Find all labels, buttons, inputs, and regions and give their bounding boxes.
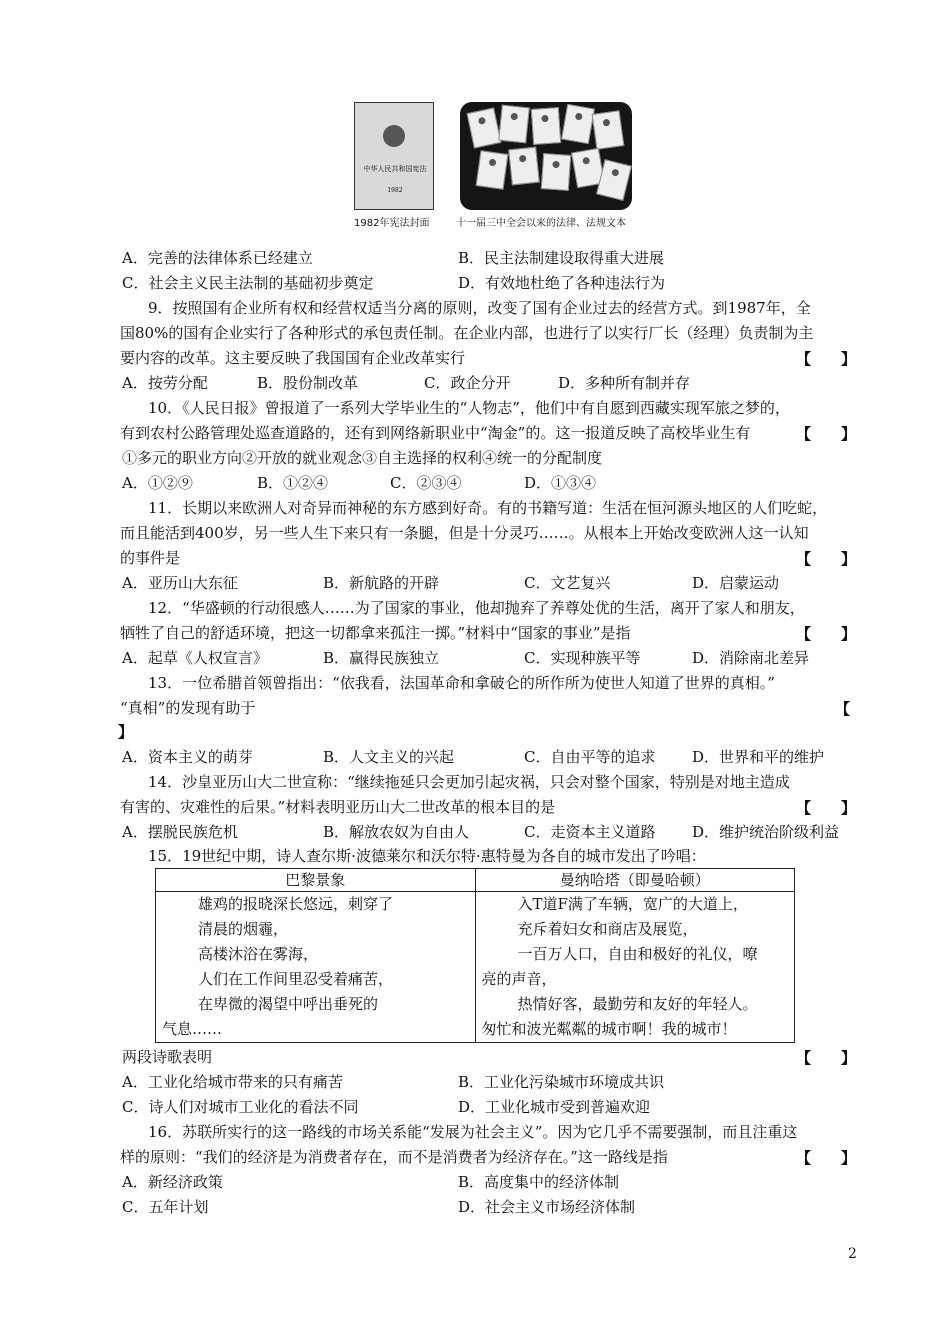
q12-line2: 牺牲了自己的舒适环境，把这一切都拿来孤注一掷。”材料中“国家的事业”是指: [120, 624, 631, 642]
q13-option-a: A．资本主义的萌芽: [122, 748, 253, 766]
q16-line2: 样的原则：“我们的经济是为消费者存在，而不是消费者为经济存在。”这一路线是指: [120, 1148, 668, 1166]
caption-left: 1982年宪法封面: [354, 218, 430, 229]
q11-line2: 而且能活到400岁，另一些人生下来只有一条腿，但是十分灵巧……。从根本上开始改变欧洲人这一认知: [120, 524, 809, 542]
q13-option-d: D．世界和平的维护: [692, 748, 825, 766]
q10-option-c: C．②③④: [390, 474, 462, 492]
constitution-book-image: [354, 102, 434, 210]
q14-option-b: B．解放农奴为自由人: [323, 823, 470, 841]
document-icon: [476, 150, 509, 190]
q12-option-c: C．实现种族平等: [524, 649, 641, 667]
poem-right-header: 曼纳哈塔（即曼哈顿）: [475, 869, 795, 892]
q9-option-a: A．按劳分配: [122, 374, 208, 392]
q11-answer-bracket: 【 】: [795, 550, 856, 568]
q12-option-a: A．起草《人权宣言》: [122, 649, 268, 667]
q16-option-d: D．社会主义市场经济体制: [458, 1198, 636, 1216]
poem-right-line: 入T道F满了车辆，宽广的大道上，: [517, 895, 748, 913]
poem-right-body: [475, 892, 795, 1043]
document-icon: [561, 104, 595, 144]
q9-option-d: D．多种所有制并存: [558, 374, 691, 392]
q15-option-c: C．诗人们对城市工业化的看法不同: [122, 1098, 359, 1116]
poem-left-header: 巴黎景象: [156, 869, 476, 892]
q9-option-b: B．股份制改革: [257, 374, 359, 392]
q10-option-a: A．①②⑨: [122, 474, 193, 492]
q9-option-c: C．政企分开: [424, 374, 511, 392]
q14-option-c: C．走资本主义道路: [524, 823, 656, 841]
document-icon: [592, 110, 625, 150]
poem-right-line: 一百万人口，自由和极好的礼仪，嘹: [517, 945, 758, 963]
q13-line2: “真相”的发现有助于: [120, 699, 256, 717]
q12-line1: 12．“华盛顿的行动很感人……为了国家的事业，他却抛弃了养尊处优的生活，离开了家人和朋友，: [148, 599, 805, 617]
q11-option-d: D．启蒙运动: [692, 574, 780, 592]
book-year: 1982: [387, 187, 403, 194]
q15-option-d: D．工业化城市受到普遍欢迎: [458, 1098, 651, 1116]
book-title: 中华人民共和国宪法: [363, 165, 427, 173]
poem-left-line: 人们在工作间里忍受着痛苦，: [198, 970, 394, 988]
law-documents-image: [460, 102, 632, 210]
document-icon: [508, 147, 540, 186]
q15-option-a: A．工业化给城市带来的只有痛苦: [122, 1073, 343, 1091]
q14-line1: 14．沙皇亚历山大二世宣称：“继续拖延只会更加引起灾祸，只会对整个国家，特别是对地主造成: [148, 773, 790, 791]
q13-option-b: B．人文主义的兴起: [323, 748, 455, 766]
document-icon: [531, 107, 561, 145]
q16-option-b: B．高度集中的经济体制: [458, 1173, 620, 1191]
poem-left-body: [156, 892, 476, 1043]
q10-option-d: D．①③④: [524, 474, 597, 492]
poem-left-line: 雄鸡的报晓深长悠远，刺穿了: [198, 895, 394, 913]
document-icon: [541, 153, 571, 191]
q14-answer-bracket: 【 】: [795, 799, 856, 817]
q12-option-b: B．赢得民族独立: [323, 649, 440, 667]
q11-option-b: B．新航路的开辟: [323, 574, 440, 592]
q15-stem: 两段诗歌表明: [122, 1048, 213, 1066]
q13-bracket-close: 】: [118, 723, 134, 741]
q11-option-c: C．文艺复兴: [524, 574, 611, 592]
page-number: 2: [848, 1246, 857, 1262]
poem-left-line: 气息……: [162, 1020, 223, 1038]
q9-line2: 国80%的国有企业实行了各种形式的承包责任制。在企业内部，也进行了以实行厂长（经理）负责制为主: [120, 324, 814, 342]
q8-option-c: C．社会主义民主法制的基础初步奠定: [122, 274, 374, 292]
q13-bracket-open: 【: [834, 700, 850, 718]
q14-option-d: D．维护统治阶级利益: [692, 823, 840, 841]
q10-answer-bracket: 【 】: [795, 425, 856, 443]
q16-option-a: A．新经济政策: [122, 1173, 223, 1191]
q12-answer-bracket: 【 】: [795, 625, 856, 643]
poem-right-line: 匆忙和波光粼粼的城市啊！我的城市！: [481, 1020, 737, 1038]
poem-left-line: 高楼沐浴在雾海，: [198, 945, 319, 963]
q16-line1: 16．苏联所实行的这一路线的市场关系能“发展为社会主义”。因为它几乎不需要强制，而且注重这: [148, 1123, 798, 1141]
q9-answer-bracket: 【 】: [795, 350, 856, 368]
q15-option-b: B．工业化污染城市环境成共识: [458, 1073, 665, 1091]
caption-right: 十一届三中全会以来的法律、法规文本: [456, 218, 626, 229]
q9-line1: 9．按照国有企业所有权和经营权适当分离的原则，改变了国有企业过去的经营方式。到1987年，全: [148, 299, 811, 317]
q10-line2: 有到农村公路管理处巡查道路的，还有到网络新职业中“淘金”的。这一报道反映了高校毕业生有: [120, 424, 751, 442]
poem-right-line: 热情好客，最勤劳和友好的年轻人。: [517, 995, 758, 1013]
q14-option-a: A．摆脱民族危机: [122, 823, 238, 841]
poem-table: [155, 868, 795, 1043]
q14-line2: 有害的、灾难性的后果。”材料表明亚历山大二世改革的根本目的是: [120, 798, 556, 816]
poem-left-line: 清晨的烟霾，: [198, 920, 289, 938]
national-emblem-icon: [383, 125, 405, 147]
q11-line3: 的事件是: [120, 549, 181, 567]
q8-option-a: A．完善的法律体系已经建立: [122, 249, 313, 267]
q13-line1: 13．一位希腊首领曾指出：“依我看，法国革命和拿破仑的所作所为使世人知道了世界的真相。”: [148, 674, 775, 692]
q10-line1: 10．《人民日报》曾报道了一系列大学毕业生的“人物志”，他们中有自愿到西藏实现军旅之梦的，: [148, 399, 790, 417]
q12-option-d: D．消除南北差异: [692, 649, 810, 667]
q11-line1: 11．长期以来欧洲人对奇异而神秘的东方感到好奇。有的书籍写道：生活在恒河源头地区的人们吃蛇，: [148, 499, 828, 517]
q11-option-a: A．亚历山大东征: [122, 574, 238, 592]
poem-left-line: 在卑微的渴望中呼出垂死的: [198, 995, 379, 1013]
q13-option-c: C．自由平等的追求: [524, 748, 656, 766]
figure: [352, 102, 634, 230]
q16-option-c: C．五年计划: [122, 1198, 209, 1216]
q8-option-b: B．民主法制建设取得重大进展: [458, 249, 665, 267]
poem-right-line: 亮的声音，: [481, 970, 557, 988]
poem-right-line: 充斥着妇女和商店及展览，: [517, 920, 698, 938]
q8-option-d: D．有效地杜绝了各种违法行为: [458, 274, 666, 292]
q15-line1: 15．19世纪中期，诗人查尔斯·波德莱尔和沃尔特·惠特曼为各自的城市发出了吟唱：: [148, 847, 706, 865]
q15-answer-bracket: 【 】: [795, 1049, 856, 1067]
document-icon: [467, 107, 502, 148]
q10-option-b: B．①②④: [257, 474, 329, 492]
q10-items: ①多元的职业方向②开放的就业观念③自主选择的权利④统一的分配制度: [122, 449, 603, 467]
q16-answer-bracket: 【 】: [795, 1149, 856, 1167]
document-icon: [498, 105, 530, 144]
q9-line3: 要内容的改革。这主要反映了我国国有企业改革实行: [120, 349, 466, 367]
